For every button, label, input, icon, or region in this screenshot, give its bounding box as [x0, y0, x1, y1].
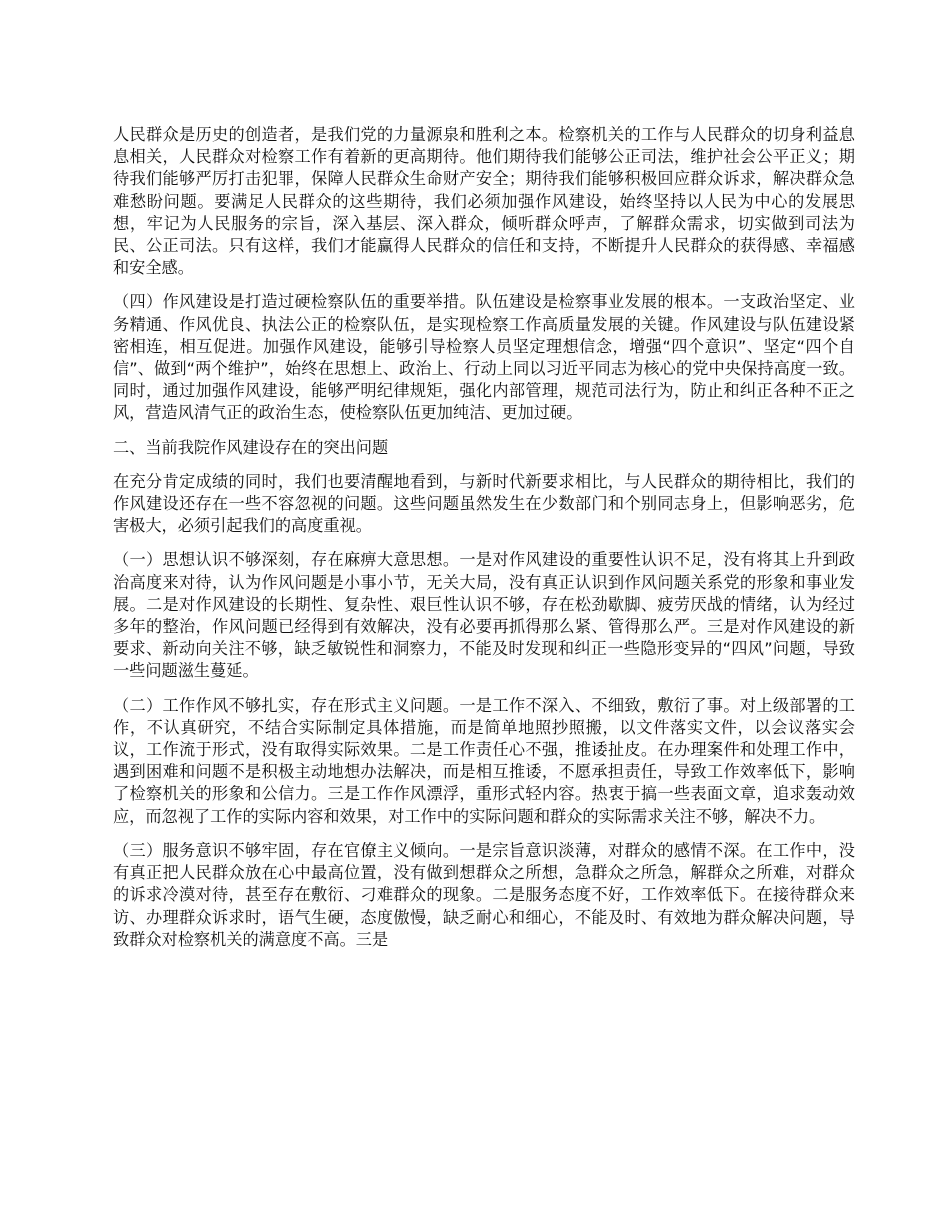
- document-page: [113, 124, 855, 963]
- paragraph-section-four: （四）作风建设是打造过硬检察队伍的重要举措。队伍建设是检察事业发展的根本。一支政治坚定、业务精通、作风优良、执法公正的检察队伍，是实现检察工作高质量发展的关键。作风建设与队伍建设紧密相连，相互促进。加强作风建设，能够引导检察人员坚定理想信念，增强“四个意识”、坚定“四个自信”、做到“两个维护”，始终在思想上、政治上、行动上同以习近平同志为核心的党中央保持高度一致。同时，通过加强作风建设，能够严明纪律规矩，强化内部管理，规范司法行为，防止和纠正各种不正之风，营造风清气正的政治生态，使检察队伍更加纯洁、更加过硬。: [113, 292, 855, 423]
- paragraph-problem-three: （三）服务意识不够牢固，存在官僚主义倾向。一是宗旨意识淡薄，对群众的感情不深。在工作中，没有真正把人民群众放在心中最高位置，没有做到想群众之所想，急群众之所急，解群众之所难，对群众的诉求冷漠对待，甚至存在敷衍、刁难群众的现象。二是服务态度不好，工作效率低下。在接待群众来访、办理群众诉求时，语气生硬，态度傲慢，缺乏耐心和细心，不能及时、有效地为群众解决问题，导致群众对检察机关的满意度不高。三是: [113, 840, 855, 949]
- paragraph-problem-one: （一）思想认识不够深刻，存在麻痹大意思想。一是对作风建设的重要性认识不足，没有将其上升到政治高度来对待，认为作风问题是小事小节，无关大局，没有真正认识到作风问题关系党的形象和事业发展。二是对作风建设的长期性、复杂性、艰巨性认识不够，存在松劲歇脚、疲劳厌战的情绪，认为经过多年的整治，作风问题已经得到有效解决，没有必要再抓得那么紧、管得那么严。三是对作风建设的新要求、新动向关注不够，缺乏敏锐性和洞察力，不能及时发现和纠正一些隐形变异的“四风”问题，导致一些问题滋生蔓延。: [113, 550, 855, 681]
- section-heading-two: 二、当前我院作风建设存在的突出问题: [113, 437, 389, 457]
- paragraph-intro-problems: 在充分肯定成绩的同时，我们也要清醒地看到，与新时代新要求相比，与人民群众的期待相比，我们的作风建设还存在一些不容忽视的问题。这些问题虽然发生在少数部门和个别同志身上，但影响恶劣，危害极大，必须引起我们的高度重视。: [113, 471, 855, 536]
- paragraph-problem-two: （二）工作作风不够扎实，存在形式主义问题。一是工作不深入、不细致，敷衍了事。对上级部署的工作，不认真研究，不结合实际制定具体措施，而是简单地照抄照搬，以文件落实文件，以会议落实会议，工作流于形式，没有取得实际效果。二是工作责任心不强，推诿扯皮。在办理案件和处理工作中，遇到困难和问题不是积极主动地想办法解决，而是相互推诿，不愿承担责任，导致工作效率低下，影响了检察机关的形象和公信力。三是工作作风漂浮，重形式轻内容。热衷于搞一些表面文章，追求轰动效应，而忽视了工作的实际内容和效果，对工作中的实际问题和群众的实际需求关注不够，解决不力。: [113, 695, 855, 826]
- paragraph-people-masses: 人民群众是历史的创造者，是我们党的力量源泉和胜利之本。检察机关的工作与人民群众的切身利益息息相关，人民群众对检察工作有着新的更高期待。他们期待我们能够公正司法，维护社会公平正义；期待我们能够严厉打击犯罪，保障人民群众生命财产安全；期待我们能够积极回应群众诉求，解决群众急难愁盼问题。要满足人民群众的这些期待，我们必须加强作风建设，始终坚持以人民为中心的发展思想，牢记为人民服务的宗旨，深入基层、深入群众，倾听群众呼声，了解群众需求，切实做到司法为民、公正司法。只有这样，我们才能赢得人民群众的信任和支持，不断提升人民群众的获得感、幸福感和安全感。: [113, 125, 855, 278]
